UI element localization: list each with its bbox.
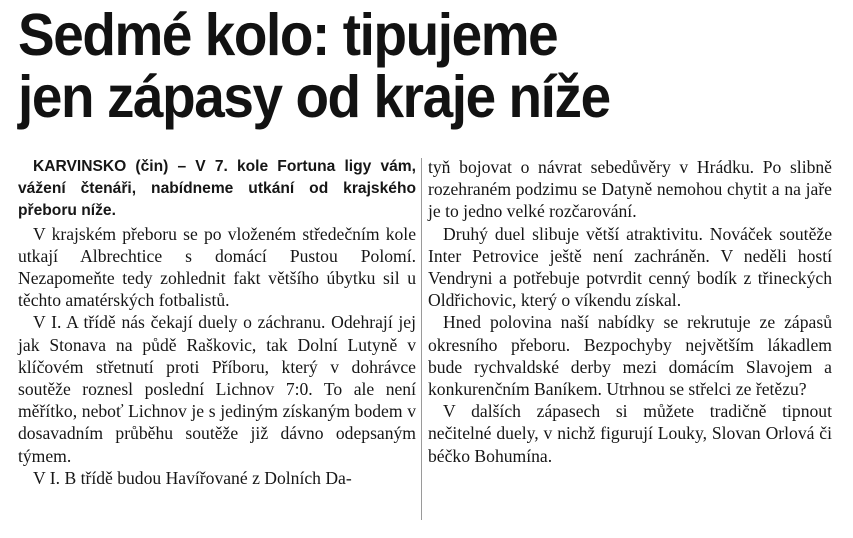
dateline: KARVINSKO (čin) – <box>33 158 187 175</box>
body-paragraph: tyň bojovat o návrat sebedůvěry v Hrádku. Po slibně rozehraném podzimu se Datyně nemohou chytit a na jaře je to jedno velké rozčarování. <box>428 157 832 222</box>
lead-text: V 7. kole Fortuna ligy vám, vážení čtenáři, nabídneme utkání od krajského přeboru níže. <box>18 158 417 220</box>
body-paragraph: V dalších zápasech si můžete tradičně tipnout nečitelné duely, v nichž figurují Louky, Slovan Orlová či béčko Bohumína. <box>428 401 832 466</box>
headline-line-1: Sedmé kolo: tipujeme <box>18 2 558 68</box>
body-paragraph: Hned polovina naší nabídky se rekrutuje ze zápasů okresního přeboru. Bezpochyby největším lákadlem bude rychvaldské derby mezi domácím Slavojem a konkurenčním Baníkem. Utrhnou se střelci ze řetězu? <box>428 312 832 400</box>
headline-line-2: jen zápasy od kraje níže <box>18 64 610 130</box>
body-paragraph: V I. B třídě budou Havířované z Dolních Da- <box>33 467 352 488</box>
article-column-right <box>428 156 832 467</box>
body-paragraph: Druhý duel slibuje větší atraktivitu. Nováček soutěže Inter Petrovice ještě není zachráněn. V neděli hostí Vendryni a potřebuje potvrdit cenný bodík z třineckých Oldřichovic, který o víkendu získal. <box>428 223 832 311</box>
column-divider <box>421 158 422 520</box>
body-paragraph: V I. A třídě nás čekají duely o záchranu. Odehrají jej jak Stonava na půdě Raškovic, tak Dolní Lutyně v klíčovém střetnutí proti Příboru, který v dohrávce soutěže roznesl poslední Lichnov 7:0. To ale není měřítko, neboť Lichnov je s jediným získaným bodem v dosavadním průběhu soutěže již dávno odepsaným týmem. <box>18 312 416 466</box>
body-paragraph: V krajském přeboru se po vloženém středečním kole utkají Albrechtice s domácí Pustou Polomí. Nezapomeňte tedy zohlednit fakt většího úbytku sil u těchto amatérských fotbalistů. <box>18 223 416 311</box>
article-column-left <box>18 156 416 489</box>
lead-paragraph <box>18 156 416 223</box>
article-headline <box>18 4 781 128</box>
